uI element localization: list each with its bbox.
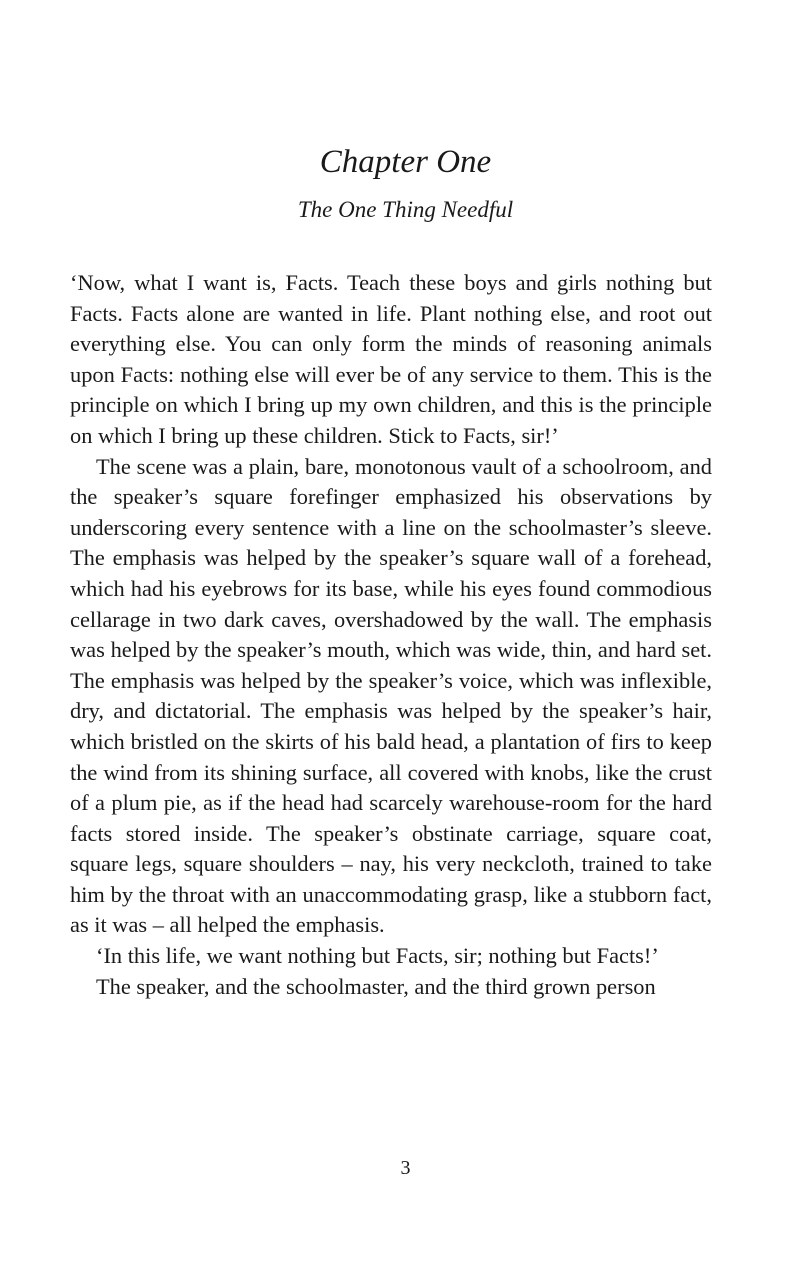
chapter-subtitle: The One Thing Needful	[297, 197, 514, 222]
paragraph-2: The scene was a plain, bare, monotonous vault of a schoolroom, and the speaker’s square forefinger emphasized his observations by underscoring every sentence with a line on the schoolmaster’s sleeve. The emphasis was helped by the speaker’s square wall of a forehead, which had his eyebrows for its base, while his eyes found commodious cellarage in two dark caves, overshadowed by the wall. The emphasis was helped by the speaker’s mouth, which was wide, thin, and hard set. The emphasis was helped by the speaker’s voice, which was inflexible, dry, and dictatorial. The emphasis was helped by the speaker’s hair, which bristled on the skirts of his bald head, a plantation of firs to keep the wind from its shining surface, all covered with knobs, like the crust of a plum pie, as if the head had scarcely warehouse-room for the hard facts stored inside. The speaker’s obstinate carriage, square coat, square legs, square shoulders – nay, his very neckcloth, trained to take him by the throat with an unaccommodating grasp, like a stubborn fact, as it was – all helped the emphasis.	[70, 453, 712, 938]
page-number: 3	[400, 1157, 411, 1179]
chapter-title: Chapter One	[319, 144, 492, 180]
paragraph-1: ‘Now, what I want is, Facts. Teach these boys and girls nothing but Facts. Facts alone are wanted in life. Plant nothing else, and root out everything else. You can only form the minds of reasoning animals upon Facts: nothing else will ever be of any service to them. This is the principle on which I bring up my own children, and this is the principle on which I bring up these children. Stick to Facts, sir!’	[70, 270, 712, 448]
paragraph-4: The speaker, and the schoolmaster, and the third grown person	[96, 973, 656, 999]
paragraph-3: ‘In this life, we want nothing but Facts, sir; nothing but Facts!’	[96, 943, 659, 969]
body-text	[70, 268, 712, 1002]
